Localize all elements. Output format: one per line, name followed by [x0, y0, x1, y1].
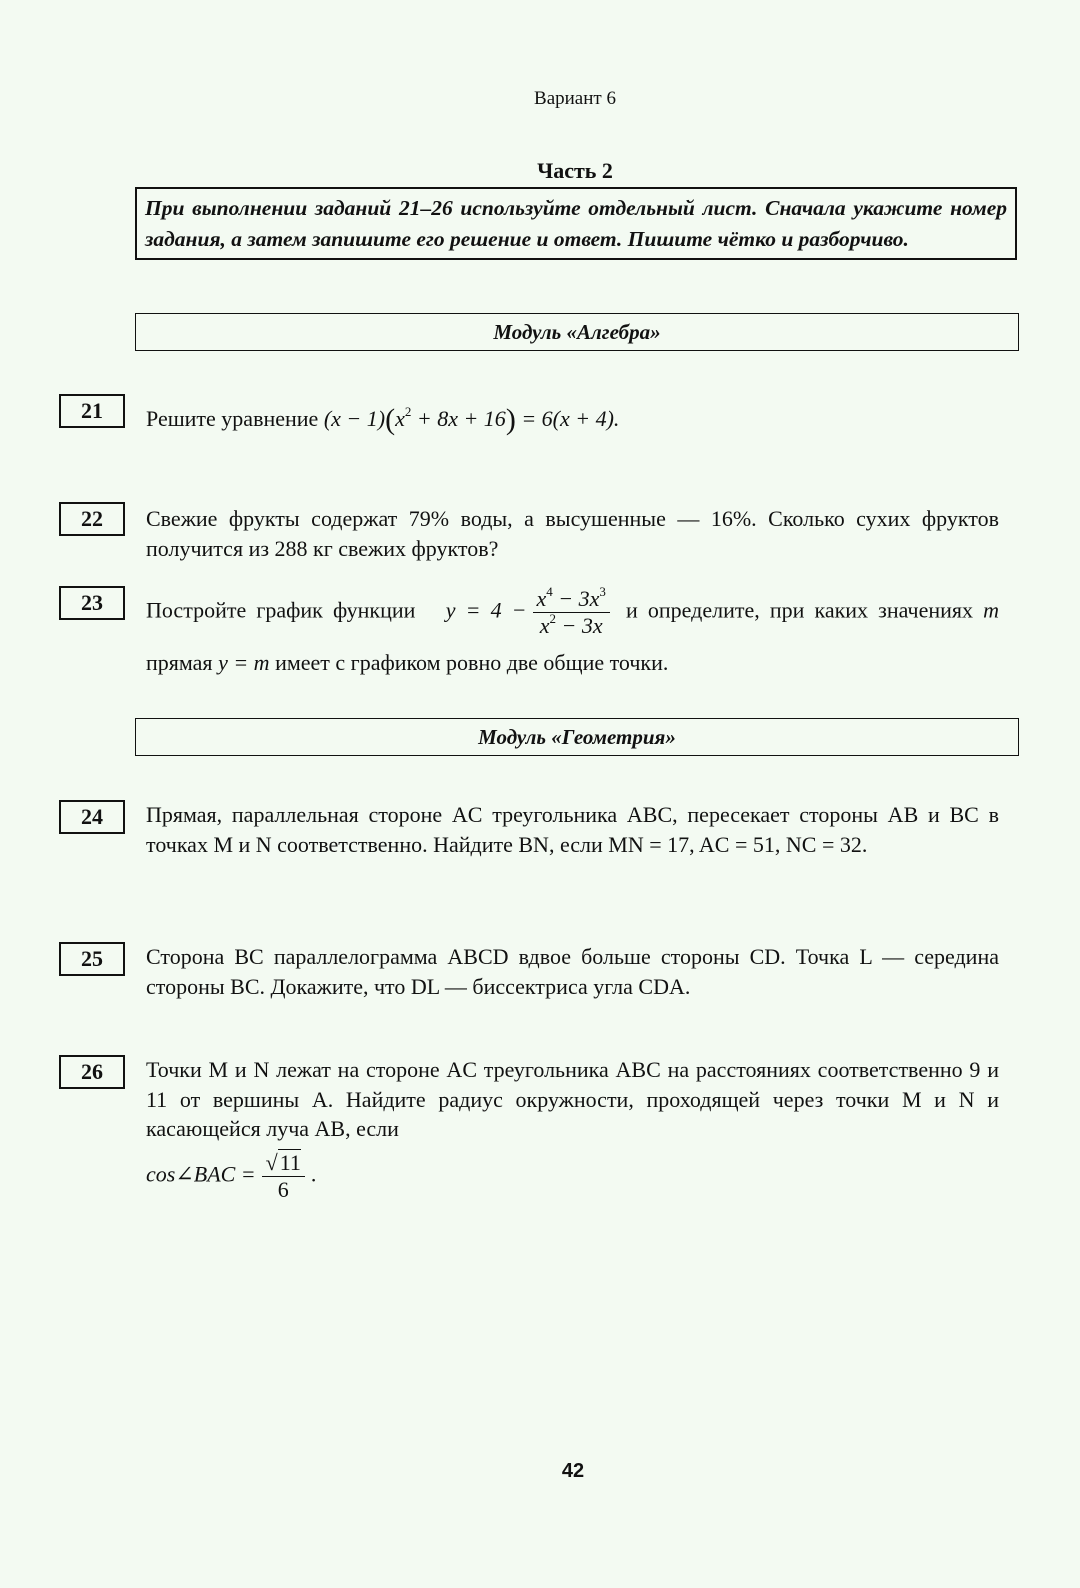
function-prefix: y = 4 − [445, 597, 527, 623]
exponent: 2 [404, 404, 412, 419]
page-number: 42 [561, 1460, 585, 1482]
task-text: Свежие фрукты содержат 79% воды, а высушенные — 16%. Сколько сухих фруктов получится из 288 кг свежих фруктов? [146, 506, 999, 561]
module-algebra-header [135, 313, 1019, 351]
equation-left: (x − 1) [323, 406, 386, 431]
task-text: Прямая, параллельная стороне AC треугольника ABC, пересекает стороны AB и BC в точках M и N соответственно. Найдите BN, если MN = 17, AC = 51, NC = 32. [146, 802, 999, 857]
task-21-prompt: Решите уравнение [146, 406, 319, 431]
task-number: 26 [59, 1055, 125, 1089]
fraction-denominator: $x^2 - 3x$ [539, 611, 603, 638]
paren-close: ) [505, 403, 516, 436]
task-number: 23 [59, 586, 125, 620]
line-equation: y = m [218, 650, 270, 675]
task-text: Сторона BC параллелограмма ABCD вдвое больше стороны CD. Точка L — середина стороны BC. Докажите, что DL — биссектриса угла CDA. [146, 944, 999, 999]
task-text [146, 586, 999, 687]
instructions-box: При выполнении заданий 21–26 используйте отдельный лист. Сначала укажите номер задания, а затем запишите его решение и ответ. Пишите чётко и разборчиво. [135, 187, 1017, 260]
fraction-numerator: √11 [262, 1150, 305, 1177]
fraction-numerator: $x^4 - 3x^3$ [533, 586, 610, 613]
task-number: 24 [59, 800, 125, 834]
equation-mid-b: + 8x + 16 [411, 406, 506, 431]
cos-label: cos∠BAC = [146, 1161, 256, 1187]
fraction-denominator: 6 [277, 1176, 289, 1202]
task-number: 25 [59, 942, 125, 976]
task-23-prompt-b: и определите, при каких значениях [626, 597, 974, 623]
equation-mid-a: x [395, 406, 405, 431]
task-26-prompt: Точки M и N лежат на стороне AC треугольника ABC на расстояниях соответственно 9 и 11 от вершины A. Найдите радиус окружности, проходящей через точки M и N и касающейся луча AB, если [146, 1057, 999, 1141]
task-number: 22 [59, 502, 125, 536]
module-geometry-label: Модуль «Геометрия» [478, 724, 676, 749]
task-23-prompt-d: имеет с графиком ровно две общие точки. [275, 650, 669, 675]
task-text [146, 404, 999, 434]
task-text [146, 1055, 999, 1203]
paren-open: ( [385, 403, 396, 436]
module-geometry-header [135, 718, 1019, 756]
task-number: 21 [59, 394, 125, 428]
part-title: Часть 2 [537, 158, 613, 183]
task-23-prompt-c: прямая [146, 650, 213, 675]
module-algebra-label: Модуль «Алгебра» [493, 319, 661, 344]
period: . [310, 1161, 317, 1187]
task-23-prompt-a: Постройте график функции [146, 597, 416, 623]
cos-fraction [262, 1150, 305, 1203]
function-fraction [533, 586, 610, 639]
variant-title: Вариант 6 [534, 88, 616, 109]
equation-right: = 6(x + 4). [515, 406, 620, 431]
variable-m: m [983, 597, 1000, 623]
